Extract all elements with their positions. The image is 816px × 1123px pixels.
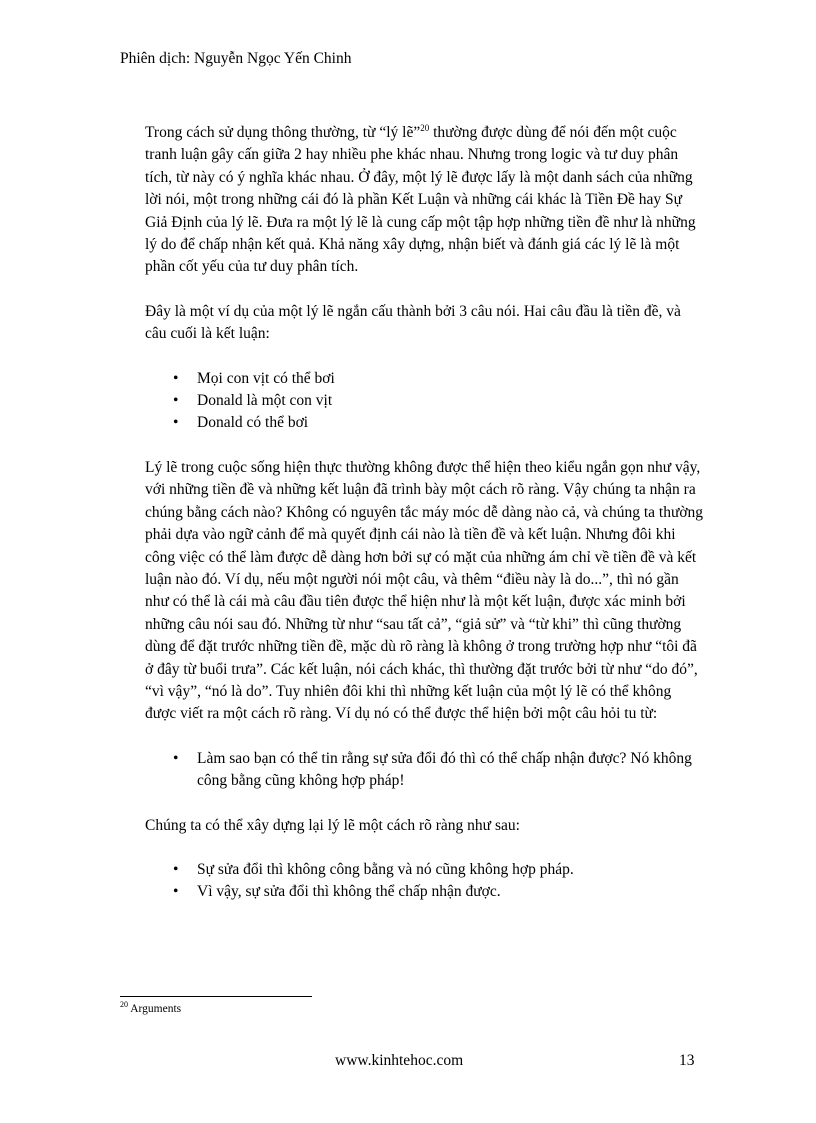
bullet-icon: • [173,414,179,432]
paragraph-intro [145,122,705,279]
footnote-number: 20 [120,1000,128,1010]
paragraph-example: Đây là một ví dụ của một lý lẽ ngắn cấu thành bởi 3 câu nói. Hai câu đầu là tiền đề, và câu cuối là kết luận: [145,302,681,343]
rebuilt-argument-list [145,859,705,904]
list-item: • Donald là một con vịt [145,390,705,412]
list-item: • Vì vậy, sự sửa đổi thì không thể chấp nhận được. [145,881,705,903]
bullet-icon: • [173,749,179,767]
page-number: 13 [679,1052,695,1069]
rhetorical-question-list [145,748,705,793]
footnote-text: Arguments [128,1003,182,1015]
premise-list [145,368,705,435]
bullet-icon: • [173,392,179,410]
bullet-icon: • [173,883,179,901]
body-text [145,122,705,926]
paragraph-intro-start: Trong cách sử dụng thông thường, từ “lý lẽ” [145,124,421,141]
list-item: • Donald có thể bơi [145,412,705,434]
list-item: • Mọi con vịt có thể bơi [145,368,705,390]
footer-website: www.kinhtehoc.com [335,1052,464,1069]
bullet-icon: • [173,369,179,387]
list-item: • Sự sửa đổi thì không công bằng và nó cũng không hợp pháp. [145,859,705,881]
paragraph-intro-rest: thường được dùng để nói đến một cuộc tranh luận gây cấn giữa 2 hay nhiều phe khác nhau. Nhưng trong logic và tư duy phân tích, từ này có ý nghĩa khác nhau. Ở đây, một lý lẽ được lấy là một danh sách của những lời nói, một trong những cái đó là phần Kết Luận và những cái khác là Tiền Đề hay Sự Giả Định của lý lẽ. Đưa ra một lý lẽ là cung cấp một tập hợp những tiền đề như là những lý do để chấp nhận kết quả. Khả năng xây dựng, nhận biết và đánh giá các lý lẽ là một phần cốt yếu của tư duy phân tích. [145,124,696,276]
footnote [120,1000,182,1015]
running-header: Phiên dịch: Nguyễn Ngọc Yến Chinh [120,50,352,67]
paragraph-real-life: Lý lẽ trong cuộc sống hiện thực thường không được thể hiện theo kiểu ngắn gọn như vậy, với những tiền đề và những kết luận đã trình bày một cách rõ ràng. Vậy chúng ta nhận ra chúng bằng cách nào? Không có nguyên tắc máy móc dễ dàng nào cả, và chúng ta thường phải dựa vào ngữ cảnh để mà quyết định cái nào là tiền đề và kết luận. Nhưng đôi khi công việc có thể làm được dễ dàng hơn bởi sự có mặt của những ám chỉ về tiền đề và kết luận nào đó. Ví dụ, nếu một người nói một câu, và thêm “điều này là do...”, thì nó gần như có thể là cái mà câu đầu tiên được thể hiện như là một kết luận, được xác minh bởi những câu nói sau đó. Những từ như “sau tất cả”, “giả sử” và “từ khi” thì cũng thường dùng để đặt trước những tiền đề, mặc dù rõ ràng là không ở trong trường hợp như “tôi đã ở đây từ buổi trưa”. Các kết luận, nói cách khác, thì thường đặt trước bởi từ như “do đó”, “vì vậy”, “nó là do”. Tuy nhiên đôi khi thì những kết luận của một lý lẽ có thể không được viết ra một cách rõ ràng. Ví dụ nó có thể được thể hiện bởi một câu hỏi tu từ: [145,458,704,723]
bullet-icon: • [173,860,179,878]
footnote-reference: 20 [420,122,430,133]
paragraph-rebuild: Chúng ta có thể xây dựng lại lý lẽ một cách rõ ràng như sau: [145,816,520,834]
footnote-divider [120,996,312,997]
list-item: • Làm sao bạn có thể tin rằng sự sửa đổi đó thì có thể chấp nhận được? Nó không công bằng cũng không hợp pháp! [173,749,692,790]
